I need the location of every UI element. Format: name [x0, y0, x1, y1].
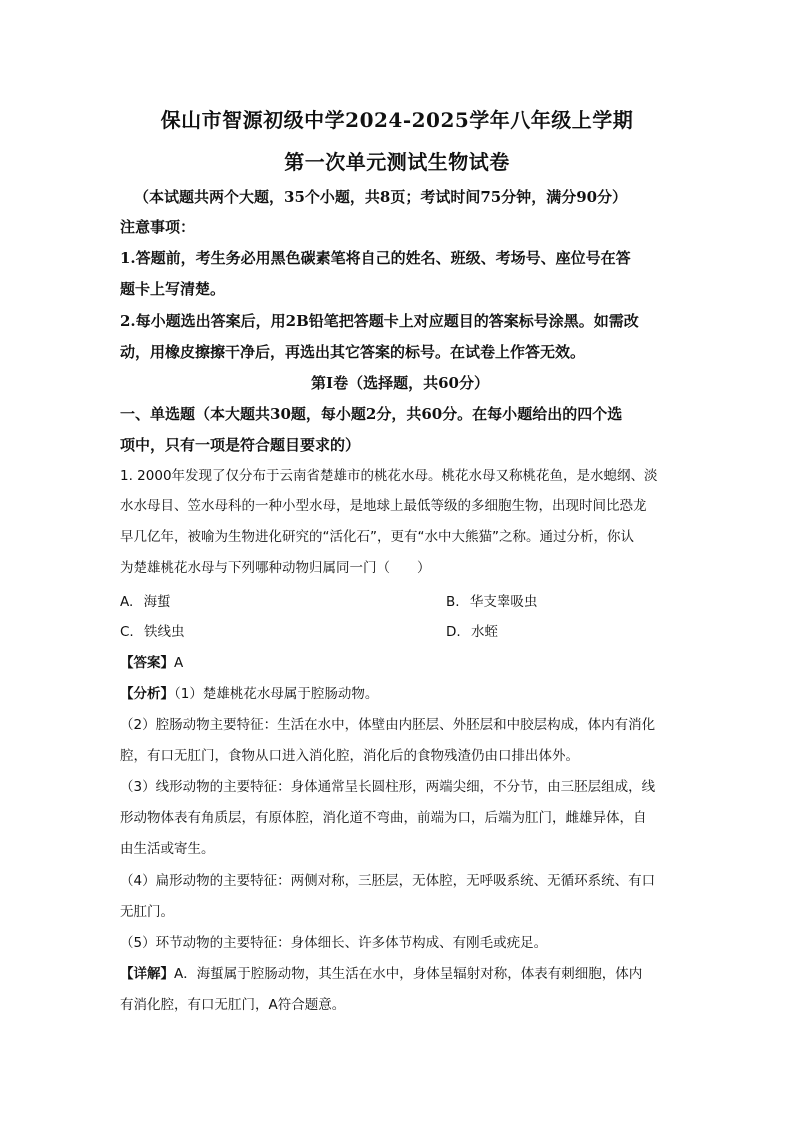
option-d-label: D.	[446, 624, 461, 640]
question1-stem-line1: 1. 2000年发现了仅分布于云南省楚雄市的桃花水母。桃花水母又称桃花鱼，是水螅纲、淡	[120, 468, 658, 484]
option-b-label: B.	[446, 594, 460, 610]
option-c	[120, 620, 185, 644]
option-b	[446, 590, 537, 614]
page-title-line1: 保山市智源初级中学2024-2025学年八年级上学期	[160, 108, 634, 132]
section-heading-line1: 一、单选题（本大题共30题，每小题2分，共60分。在每小题给出的四个选	[120, 405, 623, 423]
analysis-line7: （4）扁形动物的主要特征：两侧对称，三胚层，无体腔，无呼吸系统、无循环系统、有口	[120, 873, 656, 889]
analysis-text: （1）楚雄桃花水母属于腔肠动物。	[174, 686, 379, 702]
exam-info: （本试题共两个大题，35个小题，共8页；考试时间75分钟，满分90分）	[134, 188, 628, 206]
analysis-line8: 无肛门。	[120, 904, 174, 920]
note2-line1: 2.每小题选出答案后，用2B铅笔把答题卡上对应题目的答案标号涂黑。如需改	[120, 312, 639, 330]
analysis-line6: 由生活或寄生。	[120, 841, 215, 857]
page-title-line2: 第一次单元测试生物试卷	[284, 150, 510, 174]
part1-heading: 第Ⅰ卷（选择题，共60分）	[311, 374, 489, 392]
option-c-text: 铁线虫	[144, 624, 185, 640]
option-a-label: A.	[120, 594, 134, 610]
answer-value: A	[174, 655, 184, 671]
notes-heading: 注意事项：	[120, 218, 196, 236]
option-c-label: C.	[120, 624, 134, 640]
question1-stem-line3: 早几亿年，被喻为生物进化研究的“活化石”，更有“水中大熊猫”之称。通过分析，你认	[120, 529, 634, 545]
analysis-line4: （3）线形动物的主要特征：身体通常呈长圆柱形，两端尖细，不分节，由三胚层组成，线	[120, 779, 656, 795]
analysis-line2: （2）腔肠动物主要特征：生活在水中，体壁由内胚层、外胚层和中胶层构成，体内有消化	[120, 717, 656, 733]
detail-line1	[120, 962, 680, 986]
option-d	[446, 620, 498, 644]
option-d-text: 水蛭	[470, 624, 498, 640]
question1-stem-line2: 水水母目、笠水母科的一种小型水母，是地球上最低等级的多细胞生物，出现时间比恐龙	[120, 498, 647, 514]
detail-label: 【详解】	[120, 966, 174, 982]
section-heading-line2: 项中，只有一项是符合题目要求的）	[120, 436, 361, 454]
analysis-line1	[120, 682, 680, 706]
analysis-line5: 形动物体表有角质层，有原体腔，消化道不弯曲，前端为口，后端为肛门，雌雄异体，自	[120, 810, 647, 826]
analysis-label: 【分析】	[120, 686, 174, 702]
detail-text: A．海蜇属于腔肠动物，其生活在水中，身体呈辐射对称，体表有刺细胞，体内	[174, 966, 643, 982]
note1-line1: 1.答题前，考生务必用黑色碳素笔将自己的姓名、班级、考场号、座位号在答	[120, 249, 631, 267]
option-a	[120, 590, 171, 614]
option-a-text: 海蜇	[143, 594, 171, 610]
option-b-text: 华支睾吸虫	[469, 594, 538, 610]
analysis-line9: （5）环节动物的主要特征：身体细长、许多体节构成、有刚毛或疣足。	[120, 935, 548, 951]
answer-label: 【答案】	[120, 655, 174, 671]
analysis-line3: 腔，有口无肛门，食物从口进入消化腔，消化后的食物残渣仍由口排出体外。	[120, 748, 579, 764]
detail-line2: 有消化腔，有口无肛门，A符合题意。	[120, 997, 346, 1013]
question1-stem-line4: 为楚雄桃花水母与下列哪种动物归属同一门（ ）	[120, 560, 431, 576]
note2-line2: 动，用橡皮擦擦干净后，再选出其它答案的标号。在试卷上作答无效。	[120, 343, 586, 361]
note1-line2: 题卡上写清楚。	[120, 280, 226, 298]
answer-line	[120, 651, 680, 675]
